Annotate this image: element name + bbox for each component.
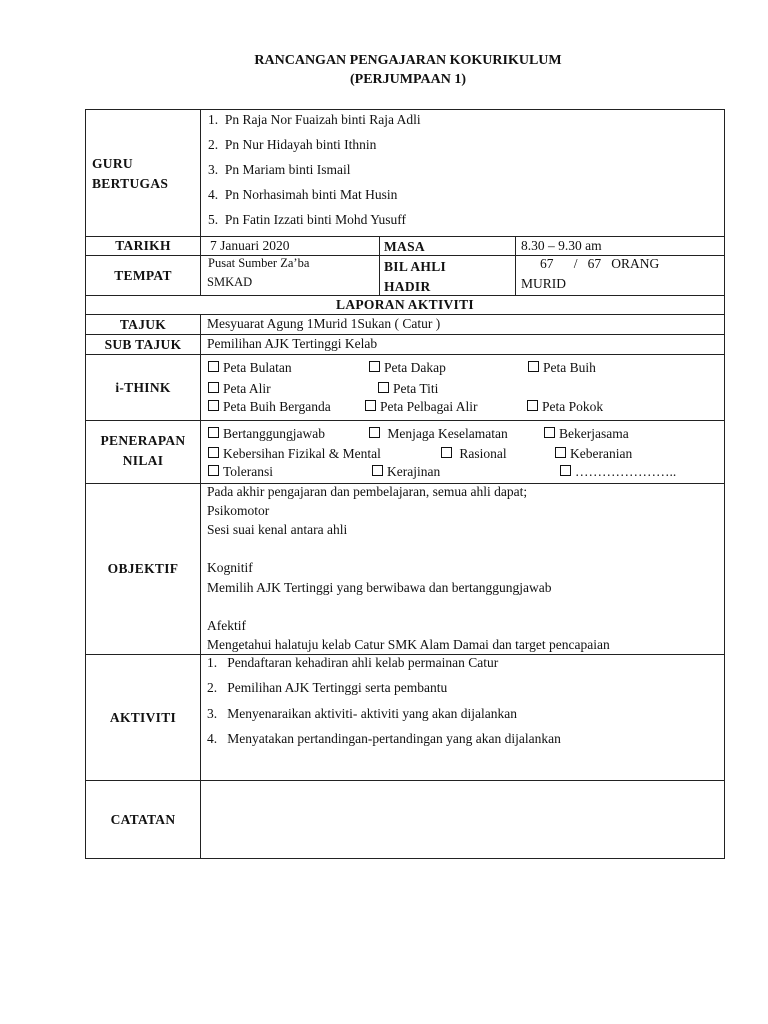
nilai-label-line2: NILAI — [122, 453, 164, 468]
checkbox-icon — [378, 382, 389, 393]
guru-list-cell — [200, 109, 725, 237]
nilai-option[interactable]: Kerajinan — [372, 464, 440, 480]
guru-item: 2. Pn Nur Hidayah binti Ithnin — [208, 137, 377, 152]
checkbox-icon — [369, 427, 380, 438]
nilai-label-line1: PENERAPAN — [100, 433, 186, 448]
guru-item: 5. Pn Fatin Izzati binti Mohd Yusuff — [208, 212, 406, 227]
checkbox-icon — [208, 465, 219, 476]
nilai-label-cell — [85, 420, 201, 484]
nilai-option[interactable]: Rasional — [441, 446, 507, 462]
tarikh-label: TARIKH — [85, 236, 201, 256]
aktiviti-item: 1. Pendaftaran kehadiran ahli kelab permainan Catur — [207, 655, 499, 670]
nilai-option[interactable]: Bekerjasama — [544, 426, 629, 442]
aktiviti-label: AKTIVITI — [85, 654, 201, 781]
checkbox-icon — [527, 400, 538, 411]
objektif-psikomotor-text: Sesi suai kenal antara ahli — [207, 522, 348, 537]
ithink-option[interactable]: Peta Pokok — [527, 399, 603, 415]
bil-ahli-label-cell — [379, 255, 516, 296]
document-title: RANCANGAN PENGAJARAN KOKURIKULUM — [254, 53, 562, 68]
tajuk-label: TAJUK — [85, 314, 201, 335]
checkbox-icon — [544, 427, 555, 438]
catatan-field[interactable] — [200, 780, 725, 859]
checkbox-icon — [555, 447, 566, 458]
nilai-option[interactable]: Toleransi — [208, 464, 273, 480]
objektif-intro: Pada akhir pengajaran dan pembelajaran, semua ahli dapat; — [207, 484, 528, 499]
bil-ahli-label-line1: BIL AHLI — [384, 259, 447, 274]
subtajuk-label: SUB TAJUK — [85, 334, 201, 355]
bil-ahli-line2: MURID — [521, 276, 567, 291]
guru-label-cell — [85, 109, 201, 237]
objektif-kognitif-text: Memilih AJK Tertinggi yang berwibawa dan bertanggungjawab — [207, 580, 552, 595]
checkbox-icon — [208, 361, 219, 372]
masa-value: 8.30 – 9.30 am — [515, 236, 725, 256]
guru-item: 3. Pn Mariam binti Ismail — [208, 162, 351, 177]
catatan-label: CATATAN — [85, 780, 201, 859]
checkbox-icon — [208, 400, 219, 411]
objektif-content-cell — [200, 483, 725, 655]
ithink-option[interactable]: Peta Dakap — [369, 360, 446, 376]
tempat-line2: SMKAD — [207, 275, 253, 289]
guru-item: 1. Pn Raja Nor Fuaizah binti Raja Adli — [208, 112, 421, 127]
objektif-afektif-text: Mengetahui halatuju kelab Catur SMK Alam Damai dan target pencapaian — [207, 637, 610, 652]
aktiviti-item: 2. Pemilihan AJK Tertinggi serta pembantu — [207, 680, 448, 695]
ithink-options-cell — [200, 354, 725, 421]
checkbox-icon — [441, 447, 452, 458]
objektif-afektif-heading: Afektif — [207, 618, 246, 633]
nilai-option[interactable]: Menjaga Keselamatan — [369, 426, 508, 442]
ithink-label: i-THINK — [85, 354, 201, 421]
checkbox-icon — [528, 361, 539, 372]
bil-ahli-label-line2: HADIR — [384, 279, 431, 294]
nilai-option[interactable]: ………………….. — [560, 464, 676, 480]
aktiviti-content-cell — [200, 654, 725, 781]
guru-item: 4. Pn Norhasimah binti Mat Husin — [208, 187, 398, 202]
tajuk-value: Mesyuarat Agung 1Murid 1Sukan ( Catur ) — [200, 314, 725, 335]
nilai-option[interactable]: Bertanggungjawab — [208, 426, 325, 442]
masa-label: MASA — [379, 236, 516, 256]
objektif-kognitif-heading: Kognitif — [207, 560, 253, 575]
bil-ahli-value-cell — [515, 255, 725, 296]
document-subtitle: (PERJUMPAAN 1) — [350, 72, 466, 87]
checkbox-icon — [560, 465, 571, 476]
checkbox-icon — [208, 427, 219, 438]
checkbox-icon — [208, 382, 219, 393]
ithink-option[interactable]: Peta Pelbagai Alir — [365, 399, 477, 415]
objektif-label: OBJEKTIF — [85, 483, 201, 655]
nilai-option[interactable]: Keberanian — [555, 446, 632, 462]
checkbox-icon — [369, 361, 380, 372]
nilai-option[interactable]: Kebersihan Fizikal & Mental — [208, 446, 381, 462]
laporan-aktiviti-header: LAPORAN AKTIVITI — [85, 295, 725, 315]
tempat-line1: Pusat Sumber Za’ba — [208, 256, 310, 270]
ithink-option[interactable]: Peta Alir — [208, 381, 271, 397]
tempat-label: TEMPAT — [85, 255, 201, 296]
objektif-psikomotor-heading: Psikomotor — [207, 503, 270, 518]
bil-ahli-line1: 67 / 67 ORANG — [540, 256, 660, 271]
ithink-option[interactable]: Peta Buih — [528, 360, 596, 376]
tempat-value-cell — [200, 255, 380, 296]
checkbox-icon — [208, 447, 219, 458]
nilai-options-cell — [200, 420, 725, 484]
guru-label-line2: BERTUGAS — [92, 176, 169, 191]
ithink-option[interactable]: Peta Bulatan — [208, 360, 292, 376]
tarikh-value: 7 Januari 2020 — [200, 236, 380, 256]
ithink-option[interactable]: Peta Titi — [378, 381, 438, 397]
checkbox-icon — [365, 400, 376, 411]
checkbox-icon — [372, 465, 383, 476]
aktiviti-item: 3. Menyenaraikan aktiviti- aktiviti yang akan dijalankan — [207, 706, 518, 721]
aktiviti-item: 4. Menyatakan pertandingan-pertandingan yang akan dijalankan — [207, 731, 561, 746]
guru-label-line1: GURU — [92, 156, 133, 171]
subtajuk-value: Pemilihan AJK Tertinggi Kelab — [200, 334, 725, 355]
ithink-option[interactable]: Peta Buih Berganda — [208, 399, 331, 415]
